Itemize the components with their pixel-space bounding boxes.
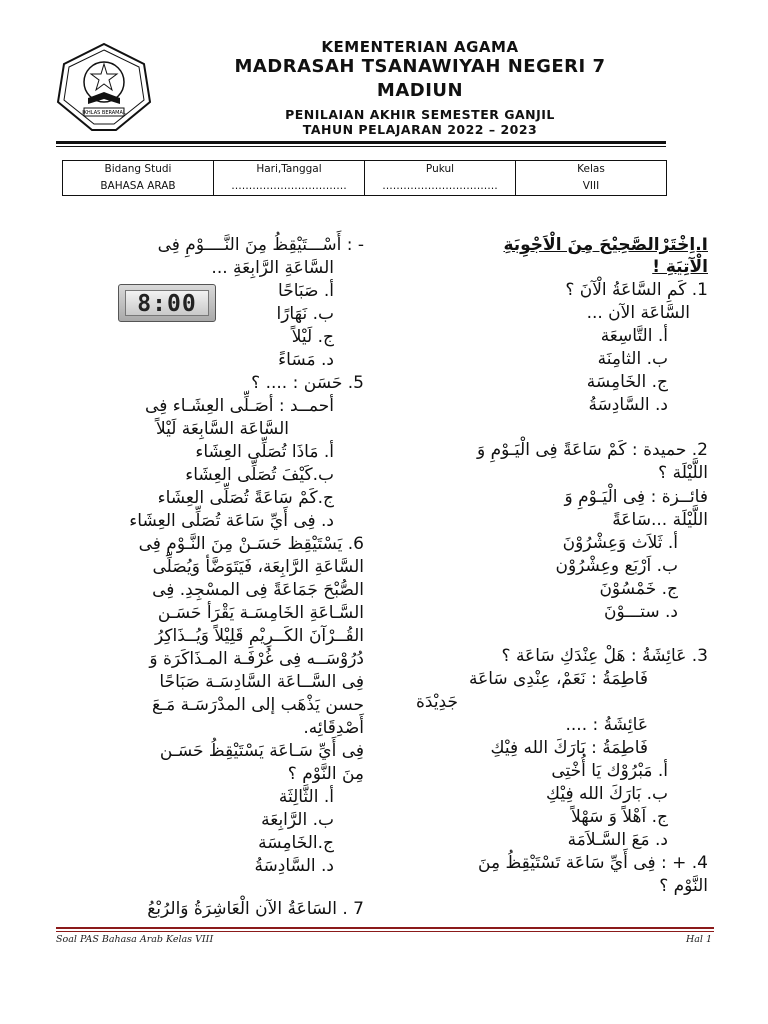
digital-clock-image [118,284,216,322]
question-6-line3: الصُّبْحَ جَمَاعَةً فِى المسْجِدِ. فِى [152,580,364,600]
question-5: 5. حَسَن : .... ؟ [251,373,364,393]
question-6-line11: مِنَ النَّوْم ؟ [287,764,364,784]
header-rule [56,141,666,144]
exam-info-table [62,160,667,196]
question-2-line3: فائــزة : فِى الْيَـوْمِ وَ [564,487,708,507]
question-2-line4: اللَّيْلَة ...سَاعَةً [612,510,708,530]
info-value-time: …………………………… [365,178,516,196]
q4-option-a: أ. صَبَاحًا [278,281,334,301]
left-column [54,230,364,920]
school-city: MADIUN [376,80,464,101]
right-column [392,230,708,910]
question-4-line2: النَّوْم ؟ [659,876,708,896]
info-header-class: Kelas [516,161,667,179]
question-5-line3: السَّاعَة السَّابِعَة لَيْلاً [155,419,289,439]
exam-title: PENILAIAN AKHIR SEMESTER GANJIL [285,107,555,122]
header-rule-thin [56,146,666,147]
question-6-line5: القُــرْآنَ الكَــرِيْمِ قَلِيْلاً وَيُــذَاكِرُ [155,626,364,646]
question-3: 3. عَائِشَةُ : هَلْ عِنْدَكِ سَاعَة ؟ [501,646,708,666]
q1-option-d: د. السَّادِسَةُ [588,395,668,415]
question-6: 6. يَسْتَيْقِظ حَسَـنْ مِنَ النَّـوْمِ فِى [138,534,364,554]
q6-option-a: أ. الثَّالِثَة [278,787,334,807]
question-1: 1. كَمِ السَّاعَةُ الْآنَ ؟ [565,280,708,300]
q6-option-c: ج.الخَامِسَة [258,833,334,853]
question-6-line10: فِى أَيِّ سَـاعَة يَسْتَيْقِظُ حَسَـن [159,741,364,761]
page-number: Hal 1 [685,934,712,945]
footer-rule-thin [56,931,714,932]
info-header-date: Hari,Tanggal [214,161,365,179]
ministry-name: KEMENTERIAN AGAMA [321,38,519,56]
q6-option-d: د. السَّادِسَةُ [254,856,334,876]
question-4-answer: - : أَسْـــتَيْقِظُ مِنَ النَّــــوْمِ فِى [157,235,364,255]
question-6-line6: دُرُوْسَــه فِى غُرْفَـة المـذَاكَرَة وَ [149,649,364,669]
question-3-line5: فَاطِمَةُ : بَارَكَ الله فِيْكِ [490,738,648,758]
footer-rule [56,927,714,929]
q5-option-c: ج.كَمْ سَاعَةً تُصَلِّى العِشَاء [157,488,334,508]
question-7: 7 . السَاعَةُ الآن الْعَاشِرَةُ وَالرُبْعُ [147,899,364,919]
question-1-stem: السَّاعَة الآن ... [586,303,690,323]
school-name: MADRASAH TSANAWIYAH NEGERI 7 [234,56,606,77]
q2-option-b: ب. اَرْبَع وعِشْرُوْن [555,556,678,576]
q3-option-d: د. مَعَ السَّـلاَمَة [567,830,668,850]
section-title: I.اِخْتَرْالصَّحِيْحَ مِنَ الْاَجْوِبَةِ [503,235,708,255]
question-2: 2. حميدة : كَمْ سَاعَةً فِى الْيَـوْمِ وَ [477,440,708,460]
q4-option-c: ج. لَيْلاً [291,327,334,347]
q6-option-b: ب. الرَّابِعَة [261,810,334,830]
question-3-line3: جَدِيْدَة [416,692,458,712]
q1-option-a: أ. التَّاسِعَة [600,326,668,346]
info-header-subject: Bidang Studi [63,161,214,179]
q4-option-b: ب. نَهَارًا [276,304,334,324]
q3-option-a: أ. مَبْرُوْك يَا أُخْتِى [551,761,668,781]
question-4: 4. + : فِى أَيِّ سَاعَة تَسْتَيْقِظُ مِنَ [478,853,708,873]
question-6-line4: السَّـاعَةِ الخَامِسَـة يَقْرَأ حَسَـن [157,603,364,623]
question-6-line8: حسن يَذْهَب إلى المدْرَسَـة مَـعَ [152,695,364,715]
academic-year: TAHUN PELAJARAN 2022 – 2023 [302,122,538,137]
q3-option-b: ب. بَارَكَ الله فِيْكِ [546,784,668,804]
info-value-date: …………………………… [214,178,365,196]
q5-option-b: ب.كَيْفَ تُصَلِّى العِشَاء [185,465,334,485]
q1-option-b: ب. الثامِنَة [597,349,668,369]
q5-option-d: د. فِى أَيِّ سَاعَة تُصَلِّى العِشَاء [129,511,334,531]
question-5-line2: أحمــد : أصَـلِّى العِشَـاء فِى [145,396,334,416]
info-header-time: Pukul [365,161,516,179]
footer-title: Soal PAS Bahasa Arab Kelas VIII [56,934,214,945]
info-value-class: VIII [516,178,667,196]
q3-option-c: ج. اَهْلاً وَ سَهْلاً [571,807,668,827]
question-3-line2: فَاطِمَةُ : نَعَمْ، عِنْدِى سَاعَة [468,669,648,689]
svg-text:IKHLAS BERAMAL: IKHLAS BERAMAL [82,110,126,116]
question-3-line4: عَائِشَةُ : .... [565,715,648,735]
q5-option-a: أ. مَاذَا تُصَلِّى العِشَاء [195,442,334,462]
section-title-cont: الْآتِيَةِ ! [652,257,708,277]
q2-option-a: أ. ثَلاَث وَعِشْرُوْنَ [562,533,678,553]
q2-option-c: ج. خَمْسُوْنَ [599,579,678,599]
question-4-answer-line2: السَّاعَةِ الرَّابِعَةِ ... [211,258,334,278]
q2-option-d: د. ستـــوْنَ [604,602,678,622]
question-6-line7: فِى السَّــاعَة السَّادِسَـة صَبَاحًا [159,672,364,692]
clock-display: 8:00 [125,290,209,316]
question-2-line2: اللَّيْلَة ؟ [658,463,708,483]
q1-option-c: ج. الخَامِسَة [586,372,668,392]
info-value-subject: BAHASA ARAB [63,178,214,196]
question-6-line9: أَصْدِقَائِه. [303,718,364,738]
q4-option-d: د. مَسَاءً [278,350,334,370]
ministry-logo [56,42,152,132]
question-6-line2: السَّاعَةِ الرَّابِعَة، فَيَتَوَضَّأ وَيُصَلِّى [152,557,364,577]
